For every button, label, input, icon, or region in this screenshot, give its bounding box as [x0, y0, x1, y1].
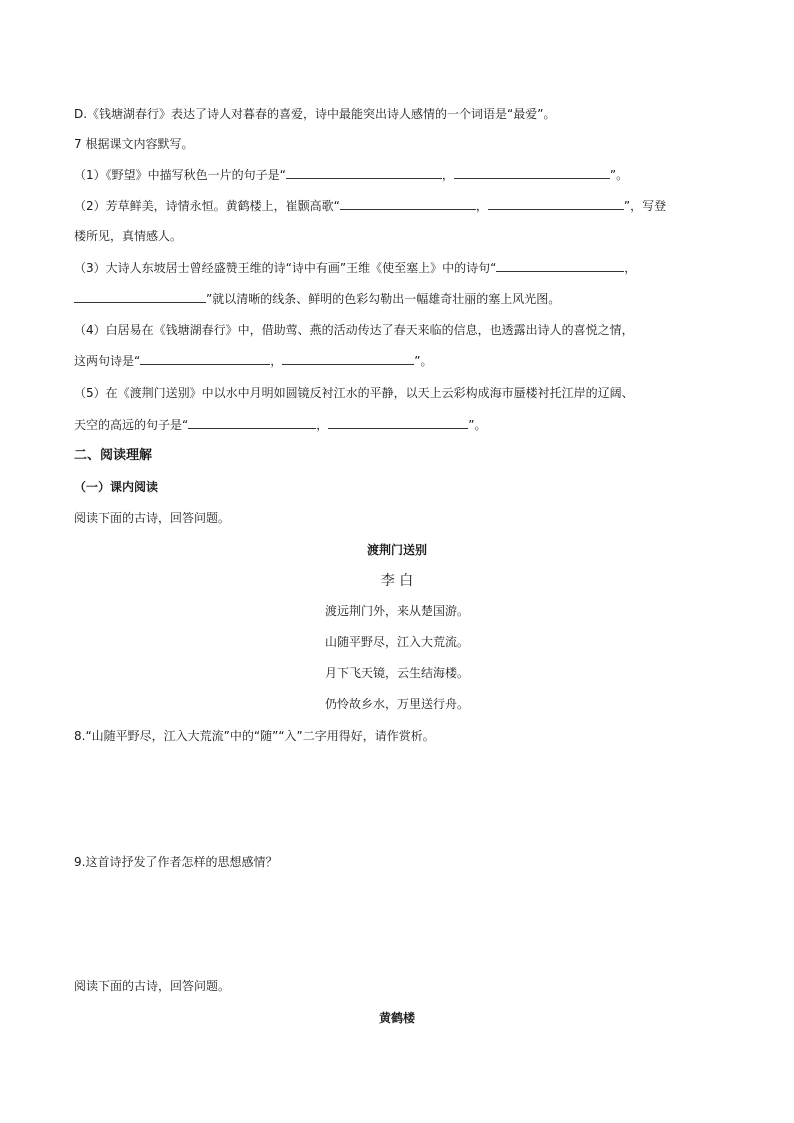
- poem-title: 渡荆门送别: [366, 543, 427, 557]
- q7-item5-sep: ，: [316, 418, 329, 432]
- q7-item2: [74, 195, 666, 216]
- option-d: D.《钱塘湖春行》表达了诗人对暮春的喜爱，诗中最能突出诗人感情的一个词语是“最爱”。: [74, 107, 556, 121]
- q7-item5: （5）在《渡荆门送别》中以水中月明如圆镜反衬江水的平静，以天上云彩构成海市蜃楼衬托江岸的辽阔、: [74, 386, 634, 400]
- q7-item2-text: （2）芳草鲜美，诗情永恒。黄鹤楼上，崔颢高歌“: [74, 199, 340, 213]
- poem2-title: 黄鹤楼: [378, 1011, 415, 1025]
- subsection-title: （一）课内阅读: [74, 480, 159, 494]
- answer-blank[interactable]: [340, 195, 476, 210]
- q7-item1-sep: ，: [441, 168, 454, 182]
- q7-item1-text: （1）《野望》中描写秋色一片的句子是“: [74, 168, 286, 182]
- q7-title: 7 根据课文内容默写。: [74, 137, 194, 151]
- poem-author: 李 白: [380, 573, 414, 589]
- q7-item3-cont: [74, 288, 560, 309]
- section-title: 二、阅读理解: [74, 448, 153, 463]
- reading-instruction: 阅读下面的古诗，回答问题。: [74, 511, 231, 525]
- answer-blank[interactable]: [188, 414, 316, 429]
- q7-item4: （4）白居易在《钱塘湖春行》中，借助莺、燕的活动传达了春天来临的信息，也透露出诗人的喜悦之情，: [74, 323, 634, 337]
- question-9: 9.这首诗抒发了作者怎样的思想感情？: [74, 855, 278, 869]
- q7-item2-end: ”，写登: [623, 199, 667, 213]
- poem-line: 仍怜故乡水，万里送行舟。: [324, 697, 469, 711]
- answer-blank[interactable]: [328, 414, 468, 429]
- q7-item5-cont: [74, 414, 486, 435]
- q7-item4-text: 这两句诗是“: [74, 354, 141, 368]
- reading-instruction-2: 阅读下面的古诗，回答问题。: [74, 979, 231, 993]
- poem-line: 月下飞天镜，云生结海楼。: [324, 666, 469, 680]
- answer-blank[interactable]: [286, 164, 442, 179]
- q7-item1-end: ”。: [609, 168, 629, 182]
- answer-blank[interactable]: [74, 288, 206, 303]
- q7-item2-cont: 楼所见，真情感人。: [74, 229, 183, 243]
- q7-item1: [74, 164, 628, 185]
- q7-item5-end: ”。: [468, 418, 487, 432]
- poem-line: 山随平野尽，江入大荒流。: [324, 635, 469, 649]
- q7-item4-sep: ，: [270, 354, 283, 368]
- answer-blank[interactable]: [488, 195, 624, 210]
- q7-item4-cont: [74, 350, 432, 371]
- answer-blank[interactable]: [496, 257, 624, 272]
- q7-item2-sep: ，: [475, 199, 488, 213]
- answer-blank[interactable]: [140, 350, 270, 365]
- poem-line: 渡远荆门外，来从楚国游。: [324, 604, 469, 618]
- q7-item3: [74, 257, 636, 278]
- q7-item3-sep: ，: [624, 261, 637, 275]
- q7-item3-text: （3）大诗人东坡居士曾经盛赞王维的诗“诗中有画”王维《使至塞上》中的诗句“: [74, 261, 497, 275]
- answer-blank[interactable]: [454, 164, 610, 179]
- q7-item3-end: ”就以清晰的线条、鲜明的色彩勾勒出一幅雄奇壮丽的塞上风光图。: [206, 292, 561, 306]
- q7-item4-end: ”。: [414, 354, 433, 368]
- answer-blank[interactable]: [282, 350, 414, 365]
- question-8: 8.“山随平野尽，江入大荒流”中的“随”“入”二字用得好，请作赏析。: [74, 729, 435, 743]
- q7-item5-text: 天空的高远的句子是“: [74, 418, 189, 432]
